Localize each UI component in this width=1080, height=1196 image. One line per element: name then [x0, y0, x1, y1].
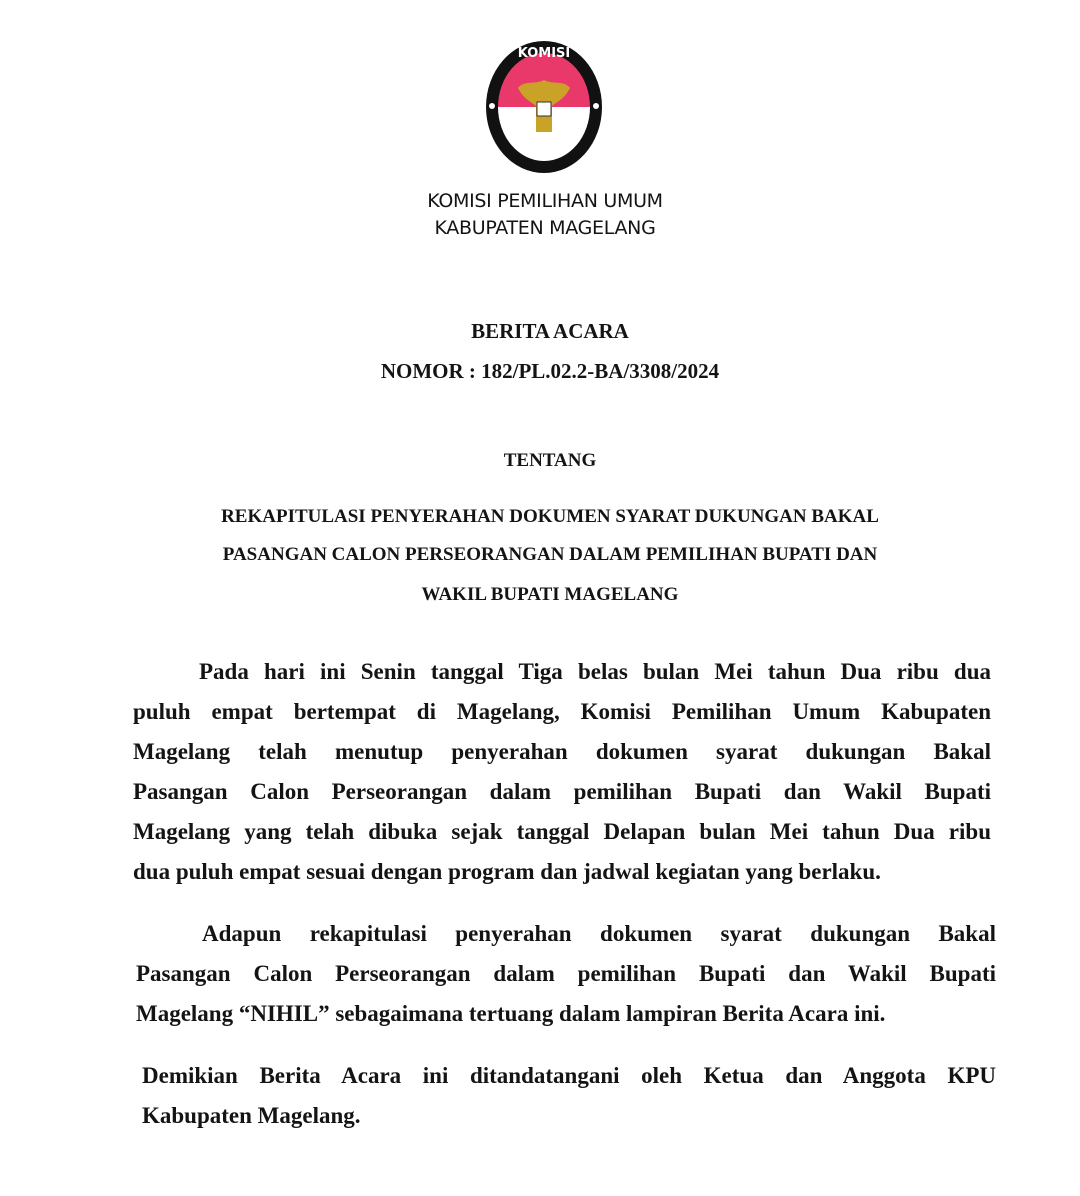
text-line: Magelang “NIHIL” sebagaimana tertuang dalam lampiran Berita Acara ini.: [136, 1001, 886, 1026]
paragraph-2: [136, 914, 996, 1034]
text-line: Kabupaten Magelang.: [142, 1103, 361, 1128]
paragraph-3: [142, 1056, 996, 1136]
subject-line: PASANGAN CALON PERSEORANGAN DALAM PEMILIHAN BUPATI DAN: [222, 544, 878, 565]
subject-line: REKAPITULASI PENYERAHAN DOKUMEN SYARAT DUKUNGAN BAKAL: [221, 506, 879, 527]
text-line: Pasangan Calon Perseorangan dalam pemilihan Bupati dan Wakil Bupati: [133, 779, 991, 804]
subject-line: WAKIL BUPATI MAGELANG: [421, 584, 679, 605]
kpu-logo: [484, 40, 604, 174]
svg-text:KOMISI: KOMISI: [517, 46, 571, 61]
text-line: Pasangan Calon Perseorangan dalam pemilihan Bupati dan Wakil Bupati: [136, 961, 996, 986]
org-region: KABUPATEN MAGELANG: [434, 217, 656, 239]
text-line: Magelang telah menutup penyerahan dokumen syarat dukungan Bakal: [133, 739, 991, 764]
text-line: dua puluh empat sesuai dengan program dan jadwal kegiatan yang berlaku.: [133, 859, 881, 884]
text-line: Magelang yang telah dibuka sejak tanggal Delapan bulan Mei tahun Dua ribu: [133, 819, 991, 844]
text-line: puluh empat bertempat di Magelang, Komisi Pemilihan Umum Kabupaten: [133, 699, 991, 724]
about-label: TENTANG: [503, 450, 597, 471]
text-line: Adapun rekapitulasi penyerahan dokumen syarat dukungan Bakal: [202, 921, 996, 946]
doc-number: NOMOR : 182/PL.02.2-BA/3308/2024: [380, 359, 720, 383]
paragraph-1: [133, 652, 991, 892]
text-line: Demikian Berita Acara ini ditandatangani oleh Ketua dan Anggota KPU: [142, 1063, 996, 1088]
org-name: KOMISI PEMILIHAN UMUM: [427, 190, 663, 212]
doc-title: BERITA ACARA: [471, 319, 629, 343]
text-line: Pada hari ini Senin tanggal Tiga belas bulan Mei tahun Dua ribu dua: [199, 659, 991, 684]
